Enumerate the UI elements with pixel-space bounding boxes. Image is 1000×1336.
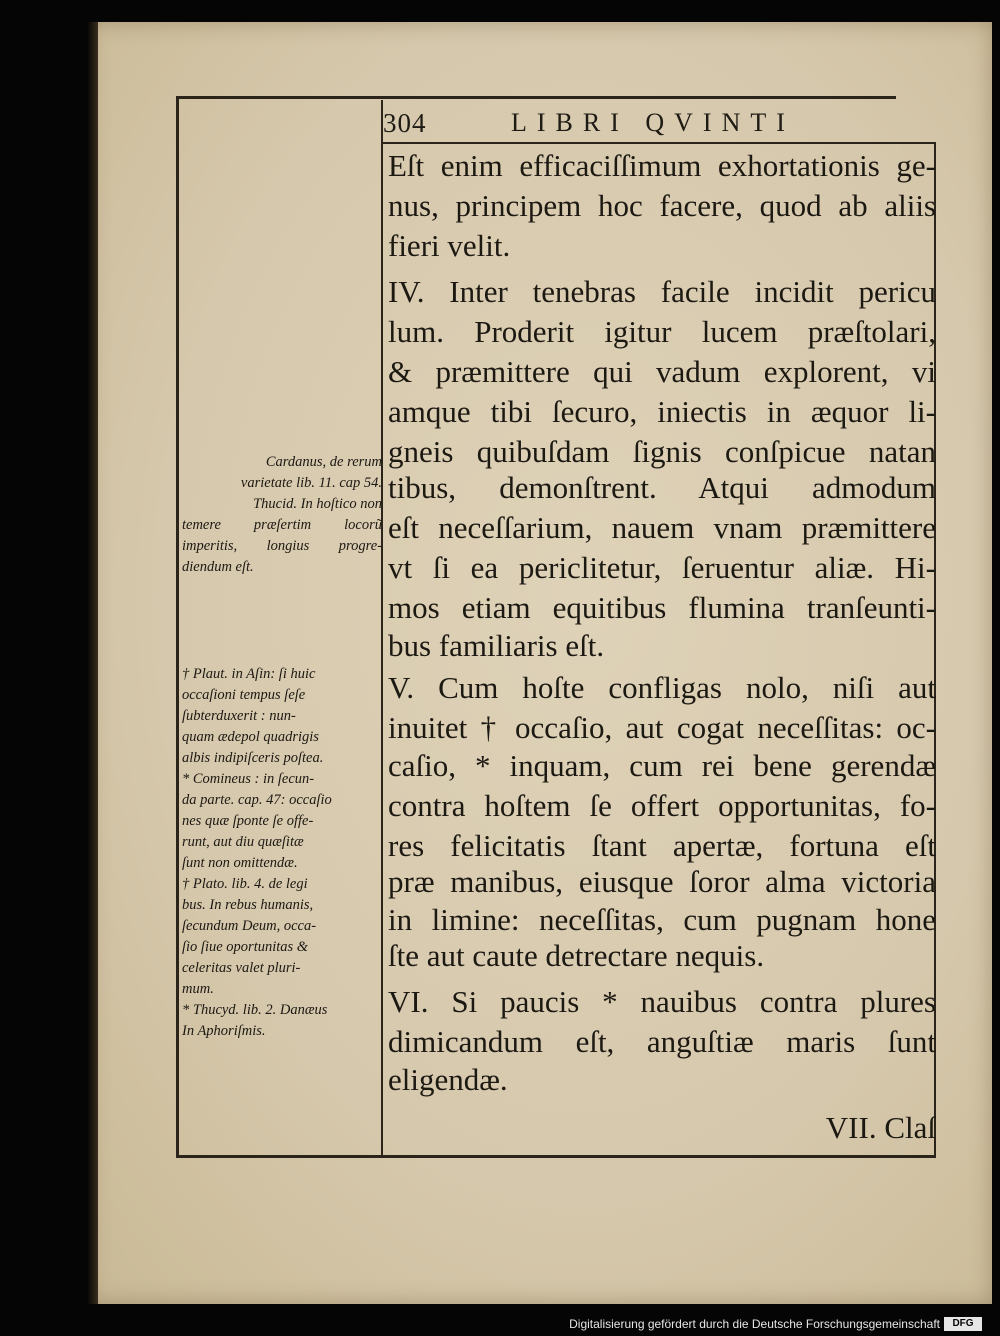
text-line: eligendæ. [388,1062,508,1097]
note-line: varietate lib. 11. cap 54. [240,475,382,491]
note-line: celeritas valet pluri- [182,960,301,976]
text-line: Eſt enim efficaciſſimum exhortationis ge- [388,148,936,183]
note-line: nes quæ ſponte ſe offe- [182,813,314,829]
text-line: lum. Proderit igitur lucem præſtolari, [388,314,936,349]
footer-bar [0,1314,1000,1336]
top-rule [176,96,896,99]
note-line: temere præſertim locorũ [182,517,382,533]
text-line: ſte aut caute detrectare nequis. [388,938,765,973]
bottom-rule [176,1155,936,1158]
page-number: 304 [383,108,427,138]
text-line: præ manibus, eiusque ſoror alma victoria [388,864,936,899]
text-line: vt ſi ea periclitetur, ſeruentur aliæ. Hi- [388,550,936,585]
note-line: Thucid. In hoſtico non [253,496,382,512]
note-line: diendum eſt. [182,559,254,575]
text-line: res felicitatis ſtant apertæ, fortuna eſt [388,828,936,863]
text-line: nus, principem hoc facere, quod ab aliis [388,188,936,223]
page-gutter-shadow [88,22,98,1304]
note-line: ſio ſiue oportunitas & [182,939,309,955]
funding-notice: Digitalisierung gefördert durch die Deutsche Forschungsgemeinschaft [569,1317,940,1331]
note-line: mum. [182,981,214,997]
text-line: VI. Si paucis * nauibus contra plures [388,984,936,1019]
header-underline [383,142,936,144]
note-line: bus. In rebus humanis, [182,897,314,913]
note-line: imperitis, longius progre- [182,538,382,554]
note-line: ſecundum Deum, occa- [182,918,317,934]
note-line: In Aphoriſmis. [182,1023,266,1039]
text-line: caſio, * inquam, cum rei bene gerendæ [388,748,936,783]
page-header [383,108,914,142]
text-line: eſt neceſſarium, nauem vnam præmittere [388,510,936,545]
note-line: runt, aut diu quæſitæ [182,834,304,850]
text-line: in limine: neceſſitas, cum pugnam hone [388,902,936,937]
note-line: occaſioni tempus ſeſe [182,687,306,703]
text-line: gneis quibuſdam ſignis conſpicue natan [388,434,936,469]
note-line: ſubterduxerit : nun- [182,708,296,724]
note-line: quam ædepol quadrigis [182,729,319,745]
running-head: LIBRI QVINTI [511,108,795,137]
text-line: fieri velit. [388,228,511,263]
note-line: Cardanus, de rerum [265,454,382,470]
note-line: albis indipiſceris poſtea. [182,750,324,766]
text-line: & præmittere qui vadum explorent, vi [388,354,936,389]
note-line: * Thucyd. lib. 2. Danæus [182,1002,328,1018]
left-frame-rule [176,96,179,1156]
text-line: contra hoſtem ſe offert opportunitas, fo- [388,788,936,823]
text-line: amque tibi ſecuro, iniectis in æquor li- [388,394,936,429]
text-line: inuitet † occaſio, aut cogat neceſſitas: oc- [388,710,936,745]
text-line: mos etiam equitibus flumina tranſeunti- [388,590,936,625]
note-line: * Comineus : in ſecun- [182,771,315,787]
note-line: † Plaut. in Aſin: ſi huic [182,666,316,682]
catchword: VII. Claſ [825,1110,936,1145]
note-line: ſunt non omittendæ. [182,855,298,871]
text-line: tibus, demonſtrent. Atqui admodum [388,470,936,505]
text-line: IV. Inter tenebras facile incidit pericu [388,274,936,309]
text-line: V. Cum hoſte confligas nolo, niſi aut [388,670,936,705]
text-line: bus familiaris eſt. [388,628,605,663]
note-line: da parte. cap. 47: occaſio [182,792,332,808]
text-line: dimicandum eſt, anguſtiæ maris ſunt [388,1024,936,1059]
dfg-logo-icon: DFG [944,1317,982,1331]
note-line: † Plato. lib. 4. de legi [182,876,308,892]
